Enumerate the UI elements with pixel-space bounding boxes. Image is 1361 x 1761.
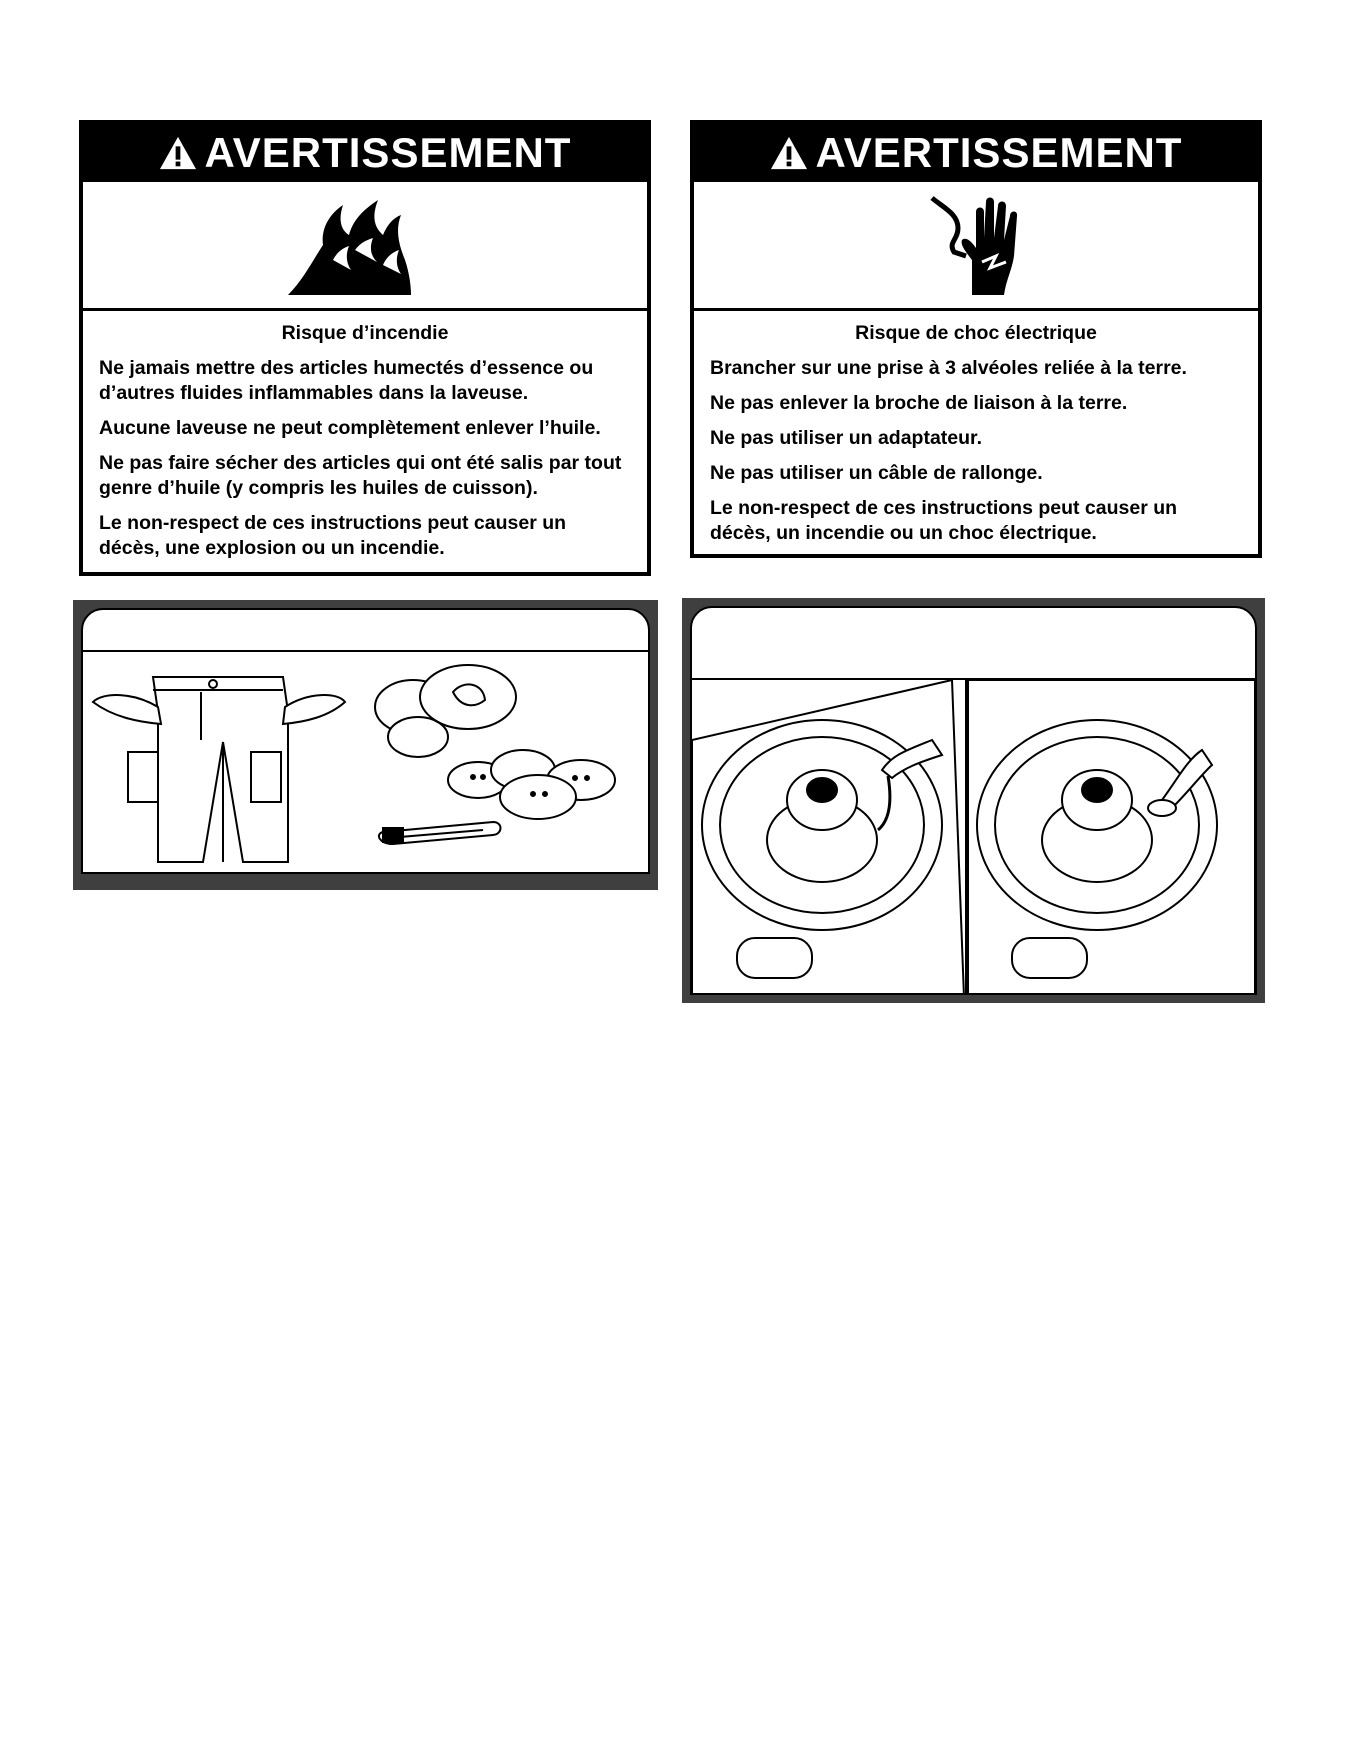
warning-line: Brancher sur une prise à 3 alvéoles reliée à la terre. [710,357,1187,379]
pants-coins-buttons-illustration [83,652,648,874]
warning-line: Aucune laveuse ne peut complètement enlever l’huile. [99,417,601,439]
warning-line: Ne jamais mettre des articles humectés d’essence ou d’autres fluides inflammables dans la laveuse. [99,357,594,404]
safety-pins-icon [379,822,501,844]
buttons-icon [448,750,615,819]
warning-heading: AVERTISSEMENT [204,129,572,176]
illustration-title-bar [83,610,648,652]
warning-header [83,124,647,182]
washer-spoon-detergent-icon [968,680,1255,995]
warning-line: Ne pas faire sécher des articles qui ont été salis par tout genre d’huile (y compris les huiles de cuisson). [99,452,622,499]
warning-line: Le non-respect de ces instructions peut causer un décès, un incendie ou un choc électrique. [710,497,1178,544]
washer-pouring-detergent-icon [692,680,964,995]
warning-header [694,124,1258,182]
fire-warning-box [79,120,651,576]
empty-pockets-pants-icon [93,677,345,862]
warning-line: Ne pas utiliser un adaptateur. [710,427,982,449]
risk-title: Risque de choc électrique [855,322,1097,344]
shock-pictogram [694,182,1258,311]
warning-line: Ne pas utiliser un câble de rallonge. [710,462,1043,484]
illustration-frame [690,606,1257,995]
illustration-title-bar [692,608,1255,680]
warning-body [83,311,647,561]
washer-illustration-panel [682,598,1265,1003]
electric-shock-hand-icon [924,190,1034,300]
pockets-illustration-panel [73,600,658,890]
fire-icon [283,190,413,300]
warning-triangle-icon [770,135,808,171]
warning-body [694,311,1258,546]
warning-heading: AVERTISSEMENT [815,129,1183,176]
risk-title: Risque d’incendie [281,322,449,344]
warning-triangle-icon [159,135,197,171]
warning-line: Ne pas enlever la broche de liaison à la terre. [710,392,1128,414]
warning-line: Le non-respect de ces instructions peut causer un décès, une explosion ou un incendie. [99,512,567,559]
fire-pictogram [83,182,647,311]
coins-icon [375,665,516,757]
illustration-frame [81,608,650,874]
washer-basket-illustration [692,680,1255,995]
shock-warning-box [690,120,1262,558]
